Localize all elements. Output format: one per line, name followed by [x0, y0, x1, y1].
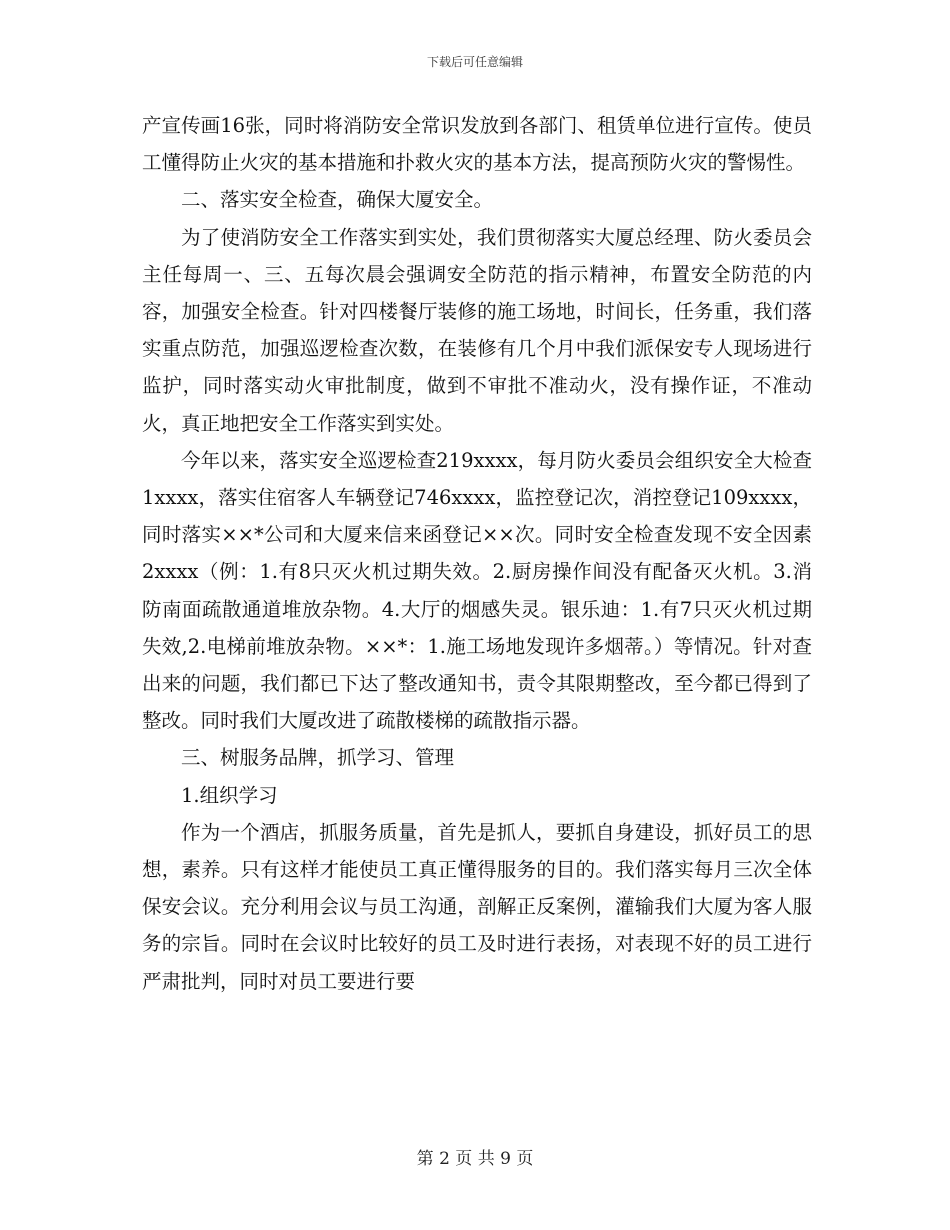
section-heading-3: 三、树服务品牌，抓学习、管理 [181, 746, 455, 770]
paragraph-continuation: 产宣传画16张，同时将消防安全常识发放到各部门、租赁单位进行宣传。使员工懂得防止火灾的基本措施和扑救火灾的基本方法，提高预防火灾的警惕性。 [142, 114, 812, 175]
paragraph-patrol-stats: 今年以来，落实安全巡逻检查219xxxx，每月防火委员会组织安全大检查1xxxx，落实住宿客人车辆登记746xxxx，监控登记次，消控登记109xxxx，同时落实××*公司和大厦来信来函登记××次。同时安全检查发现不安全因素2xxxx（例：1.有8只灭火机过期失效。2.厨房操作间没有配备灭火机。3.消防南面疏散通道堆放杂物。4.大厅的烟感失灵。银乐迪：1.有7只灭火机过期失效,2.电梯前堆放杂物。××*：1.施工场地发现许多烟蒂。）等情况。针对查出来的问题，我们都已下达了整改通知书，责令其限期整改，至今都已得到了整改。同时我们大厦改进了疏散楼梯的疏散指示器。 [142, 448, 812, 733]
section-heading-2: 二、落实安全检查，确保大厦安全。 [181, 188, 494, 212]
paragraph-safety-inspection: 为了使消防安全工作落实到实处，我们贯彻落实大厦总经理、防火委员会主任每周一、三、五每次晨会强调安全防范的指示精神，布置安全防范的内容，加强安全检查。针对四楼餐厅装修的施工场地，时间长，任务重，我们落实重点防范，加强巡逻检查次数，在装修有几个月中我们派保安专人现场进行监护，同时落实动火审批制度，做到不审批不准动火，没有操作证，不准动火，真正地把安全工作落实到实处。 [142, 225, 812, 435]
document-body [142, 107, 812, 1000]
page-number: 第 2 页 共 9 页 [416, 1149, 534, 1169]
subsection-heading-1: 1.组织学习 [181, 783, 278, 807]
page-header: 下载后可任意编辑 [426, 55, 523, 69]
paragraph-training: 作为一个酒店，抓服务质量，首先是抓人，要抓自身建设，抓好员工的思想，素养。只有这样才能使员工真正懂得服务的目的。我们落实每月三次全体保安会议。充分利用会议与员工沟通，剖解正反案例，灌输我们大厦为客人服务的宗旨。同时在会议时比较好的员工及时进行表扬，对表现不好的员工进行严肃批判，同时对员工要进行要 [142, 820, 812, 993]
